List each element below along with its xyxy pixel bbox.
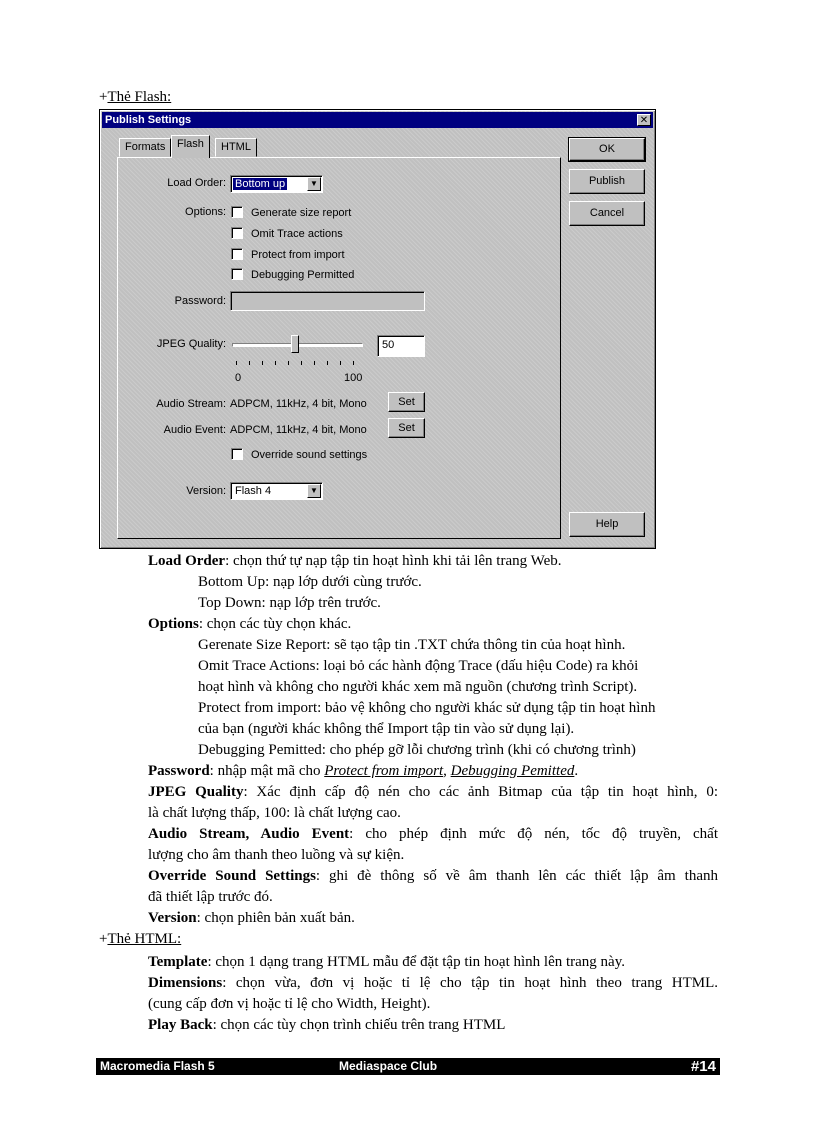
slider-tick [301,361,302,365]
heading-label: Thẻ HTML: [107,931,182,947]
version-select[interactable] [230,482,323,500]
term: JPEG Quality [148,784,244,800]
version-label: Version: [186,485,226,497]
debugging-desc: Debugging Pemitted: cho phép gỡ lỗi chương trình (khi có chương trình) [198,742,636,758]
dimensions-desc-1 [148,974,718,993]
desc: : Xác định cấp độ nén cho các ảnh Bitmap của tập tin hoạt hình, 0: [243,784,718,800]
tab-flash[interactable]: Flash [171,135,210,158]
options-desc [148,615,351,634]
dialog-titlebar [102,112,653,128]
version-desc [148,909,355,928]
load-order-desc [148,552,561,571]
jpeg-quality-value: 50 [382,339,395,351]
term: Template [148,954,208,970]
generate-size-desc: Gerenate Size Report: sẽ tạo tập tin .TXT chứa thông tin của hoạt hình. [198,637,626,653]
load-order-value: Bottom up [235,178,286,190]
top-down-desc: Top Down: nạp lớp trên trước. [198,595,381,611]
jpeg-quality-label: JPEG Quality: [156,338,226,350]
audio-stream-set-button[interactable]: Set [388,392,425,412]
slider-tick [327,361,328,365]
publish-button[interactable]: Publish [569,169,645,194]
page-number: #14 [690,1058,716,1075]
slider-tick [353,361,354,365]
load-order-label: Load Order: [167,177,226,189]
heading-prefix: + [99,931,108,947]
audio-desc-1 [148,825,718,844]
dimensions-desc-2: (cung cấp đơn vị hoặc tỉ lệ cho Width, Height). [148,996,431,1012]
footer-left: Macromedia Flash 5 [100,1059,215,1073]
slider-tick [314,361,315,365]
playback-desc [148,1016,505,1035]
publish-settings-dialog [99,109,656,549]
override-sound-checkbox[interactable] [231,448,243,460]
ok-button[interactable]: OK [569,138,645,161]
term: Audio Stream, Audio Event [148,826,350,842]
override-desc-1 [148,867,718,886]
desc: : chọn phiên bản xuất bản. [196,910,355,926]
tab-formats[interactable]: Formats [119,138,171,157]
omit-trace-desc-2: hoạt hình và không cho người khác xem mã nguồn (chương trình Script). [198,679,638,695]
omit-trace-actions-label: Omit Trace actions [251,228,343,240]
desc: : chọn thứ tự nạp tập tin hoạt hình khi tải lên trang Web. [225,553,562,569]
sep: , [443,763,451,779]
tab-html[interactable]: HTML [215,138,257,157]
heading-prefix: + [99,89,108,105]
desc: : nhập mật mã cho [209,763,325,779]
chevron-down-icon: ▼ [307,484,321,498]
audio-stream-value: ADPCM, 11kHz, 4 bit, Mono [230,398,367,410]
protect-link: Protect from import [324,763,444,779]
term: Version [148,910,197,926]
desc: : chọn các tùy chọn trình chiếu trên trang HTML [212,1017,506,1033]
audio-event-value: ADPCM, 11kHz, 4 bit, Mono [230,424,367,436]
heading-label: Thẻ Flash: [107,89,172,105]
debugging-link: Debugging Pemitted [450,763,575,779]
audio-event-set-button[interactable]: Set [388,418,425,438]
cancel-button[interactable]: Cancel [569,201,645,226]
jpeg-quality-input[interactable] [377,335,425,357]
html-tab-heading [99,931,181,948]
version-value: Flash 4 [235,485,272,497]
slider-min-label: 0 [235,372,242,384]
debugging-permitted-checkbox[interactable] [231,268,243,280]
term: Options [148,616,199,632]
slider-tick [288,361,289,365]
term: Override Sound Settings [148,868,316,884]
omit-trace-desc-1: Omit Trace Actions: loại bỏ các hành động Trace (dấu hiệu Code) ra khỏi [198,658,639,674]
page-footer [96,1058,720,1075]
desc: : cho phép định mức độ nén, tốc độ truyền, chất [349,826,718,842]
audio-stream-label: Audio Stream: [156,398,226,410]
jpeg-desc-1 [148,783,718,802]
desc: : chọn vừa, đơn vị hoặc tỉ lệ cho tập tin hoạt hình theo trang HTML. [222,975,718,991]
generate-size-report-checkbox[interactable] [231,206,243,218]
desc: : chọn các tùy chọn khác. [198,616,352,632]
protect-from-import-label: Protect from import [251,249,345,261]
term: Dimensions [148,975,223,991]
debugging-permitted-label: Debugging Permitted [251,269,355,281]
end: . [574,763,579,779]
audio-event-label: Audio Event: [163,424,226,436]
protect-from-import-checkbox[interactable] [231,248,243,260]
term: Play Back [148,1017,213,1033]
override-sound-label: Override sound settings [251,449,368,461]
protect-desc-2: của bạn (người khác không thể Import tập tin vào sử dụng lại). [198,721,575,737]
term: Load Order [148,553,226,569]
protect-desc-1: Protect from import: bảo vệ không cho người khác sử dụng tập tin hoạt hình [198,700,656,716]
flash-tab-heading [99,89,171,106]
slider-tick [340,361,341,365]
help-button[interactable]: Help [569,512,645,537]
footer-center: Mediaspace Club [339,1059,438,1073]
chevron-down-icon: ▼ [307,177,321,191]
jpeg-desc-2: là chất lượng thấp, 100: là chất lượng cao. [148,805,401,821]
slider-max-label: 100 [344,372,363,384]
load-order-select[interactable] [230,175,323,193]
password-label: Password: [174,295,226,307]
jpeg-quality-slider[interactable] [291,335,299,353]
generate-size-report-label: Generate size report [251,207,352,219]
override-desc-2: đã thiết lập trước đó. [148,889,273,905]
dialog-title: Publish Settings [105,114,192,126]
bottom-up-desc: Bottom Up: nạp lớp dưới cùng trước. [198,574,422,590]
desc: : ghi đè thông số về âm thanh lên các thiết lập âm thanh [315,868,718,884]
password-desc [148,762,578,781]
flash-settings-panel [117,157,561,539]
omit-trace-actions-checkbox[interactable] [231,227,243,239]
password-input[interactable] [230,291,425,311]
term: Password [148,763,210,779]
options-label: Options: [185,206,226,218]
slider-tick [275,361,276,365]
desc: : chọn 1 dạng trang HTML mẫu để đặt tập tin hoạt hình lên trang này. [207,954,625,970]
close-icon: ✕ [639,115,649,126]
template-desc [148,953,625,972]
close-button[interactable] [637,114,651,126]
audio-desc-2: lượng cho âm thanh theo luồng và sự kiện. [148,847,405,863]
slider-tick [262,361,263,365]
slider-tick [236,361,237,365]
slider-tick [249,361,250,365]
